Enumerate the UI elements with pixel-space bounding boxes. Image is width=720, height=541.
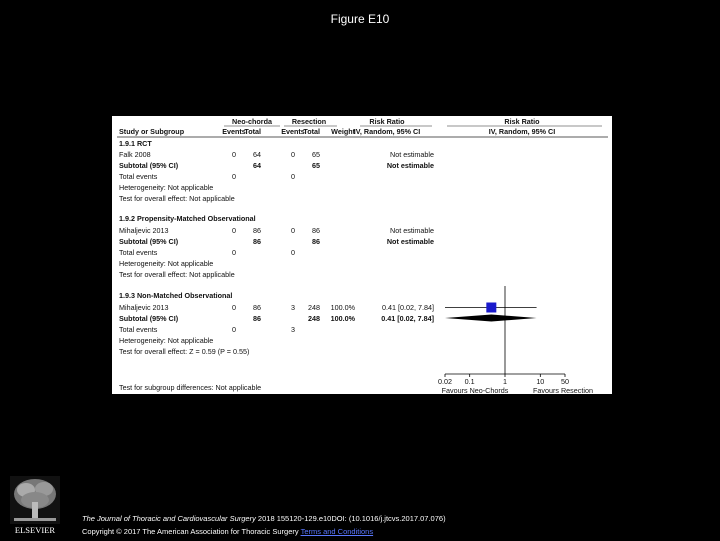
events-b: 0 bbox=[291, 150, 295, 159]
risk-ratio-ci: 0.41 [0.02, 7.84] bbox=[382, 303, 434, 312]
favours-right: Favours Resection bbox=[533, 386, 593, 394]
risk-ratio-ci: Not estimable bbox=[390, 150, 434, 159]
events-a: 0 bbox=[232, 325, 236, 334]
x-tick-label: 50 bbox=[561, 377, 569, 386]
heading-label: 1.9.2 Propensity-Matched Observational bbox=[119, 214, 256, 223]
journal-name: The Journal of Thoracic and Cardiovascular Surgery bbox=[82, 514, 256, 523]
text-label: Total events bbox=[119, 172, 158, 181]
text-label: Total events bbox=[119, 248, 158, 257]
total-b: 86 bbox=[312, 226, 320, 235]
copyright-text: Copyright © 2017 The American Association for Thoracic Surgery bbox=[82, 527, 301, 536]
x-tick-label: 0.02 bbox=[438, 377, 452, 386]
text-label: Test for overall effect: Z = 0.59 (P = 0.55) bbox=[119, 347, 250, 356]
copyright bbox=[82, 527, 373, 536]
x-tick-label: 10 bbox=[536, 377, 545, 386]
header-risk-ratio-plot: Risk Ratio bbox=[504, 117, 540, 126]
study-label: Falk 2008 bbox=[119, 150, 151, 159]
header-group-a: Neo-chorda bbox=[232, 117, 272, 126]
forest-plot bbox=[112, 116, 612, 394]
heading-label: 1.9.1 RCT bbox=[119, 139, 152, 148]
events-b: 0 bbox=[291, 172, 295, 181]
terms-and-conditions-link[interactable]: Terms and Conditions bbox=[300, 527, 374, 536]
total-a: 86 bbox=[253, 303, 261, 312]
slide-title: Figure E10 bbox=[330, 12, 390, 26]
total-b: 86 bbox=[312, 237, 320, 246]
total-a: 86 bbox=[253, 226, 261, 235]
total-a: 86 bbox=[253, 237, 261, 246]
header-events-a: Events bbox=[222, 127, 246, 136]
events-b: 0 bbox=[291, 226, 295, 235]
weight: 100.0% bbox=[330, 303, 355, 312]
events-b: 3 bbox=[291, 303, 295, 312]
header-method: IV, Random, 95% CI bbox=[353, 127, 421, 136]
header-group-b: Resection bbox=[291, 117, 327, 126]
events-a: 0 bbox=[232, 303, 236, 312]
subtotal-label: Subtotal (95% CI) bbox=[119, 161, 179, 170]
header-risk-ratio: Risk Ratio bbox=[369, 117, 405, 126]
text-label: Heterogeneity: Not applicable bbox=[119, 183, 214, 192]
total-b: 248 bbox=[308, 314, 320, 323]
header-study: Study or Subgroup bbox=[119, 127, 185, 136]
text-label: Heterogeneity: Not applicable bbox=[119, 259, 214, 268]
weight: 100.0% bbox=[330, 314, 355, 323]
subtotal-label: Subtotal (95% CI) bbox=[119, 237, 179, 246]
events-a: 0 bbox=[232, 248, 236, 257]
x-tick-label: 1 bbox=[503, 377, 507, 386]
citation-details: 2018 155120-129.e10DOI: (10.1016/j.jtcvs.2017.07.076) bbox=[255, 514, 446, 523]
forest-plot-figure bbox=[112, 116, 612, 394]
study-label: Mihaljevic 2013 bbox=[119, 303, 169, 312]
elsevier-tree-icon bbox=[10, 476, 60, 524]
text-label: Test for overall effect: Not applicable bbox=[119, 270, 235, 279]
text-label: Test for overall effect: Not applicable bbox=[119, 194, 235, 203]
header-total-b: Total bbox=[303, 127, 320, 136]
summary-diamond bbox=[445, 315, 537, 322]
header-total-a: Total bbox=[244, 127, 261, 136]
events-a: 0 bbox=[232, 150, 236, 159]
risk-ratio-ci: Not estimable bbox=[386, 161, 434, 170]
total-a: 64 bbox=[253, 150, 261, 159]
risk-ratio-ci: 0.41 [0.02, 7.84] bbox=[381, 314, 434, 323]
text-label: Total events bbox=[119, 325, 158, 334]
header-weight: Weight bbox=[331, 127, 355, 136]
footer-label: Test for subgroup differences: Not applicable bbox=[119, 383, 262, 392]
study-label: Mihaljevic 2013 bbox=[119, 226, 169, 235]
publisher-name: ELSEVIER bbox=[14, 525, 56, 535]
header-method-plot: IV, Random, 95% CI bbox=[488, 127, 556, 136]
x-tick-label: 0.1 bbox=[464, 377, 475, 386]
subtotal-label: Subtotal (95% CI) bbox=[119, 314, 179, 323]
events-a: 0 bbox=[232, 226, 236, 235]
total-b: 65 bbox=[312, 161, 320, 170]
citation bbox=[82, 514, 446, 523]
events-a: 0 bbox=[232, 172, 236, 181]
events-b: 3 bbox=[291, 325, 295, 334]
text-label: Heterogeneity: Not applicable bbox=[119, 336, 214, 345]
risk-ratio-ci: Not estimable bbox=[386, 237, 434, 246]
events-b: 0 bbox=[291, 248, 295, 257]
total-a: 86 bbox=[253, 314, 261, 323]
total-b: 65 bbox=[312, 150, 320, 159]
header-events-b: Events bbox=[281, 127, 305, 136]
total-b: 248 bbox=[308, 303, 320, 312]
total-a: 64 bbox=[253, 161, 261, 170]
risk-ratio-ci: Not estimable bbox=[390, 226, 434, 235]
heading-label: 1.9.3 Non-Matched Observational bbox=[119, 291, 233, 300]
elsevier-logo bbox=[4, 474, 66, 536]
favours-left: Favours Neo-Chords bbox=[441, 386, 509, 394]
study-marker bbox=[486, 303, 496, 313]
